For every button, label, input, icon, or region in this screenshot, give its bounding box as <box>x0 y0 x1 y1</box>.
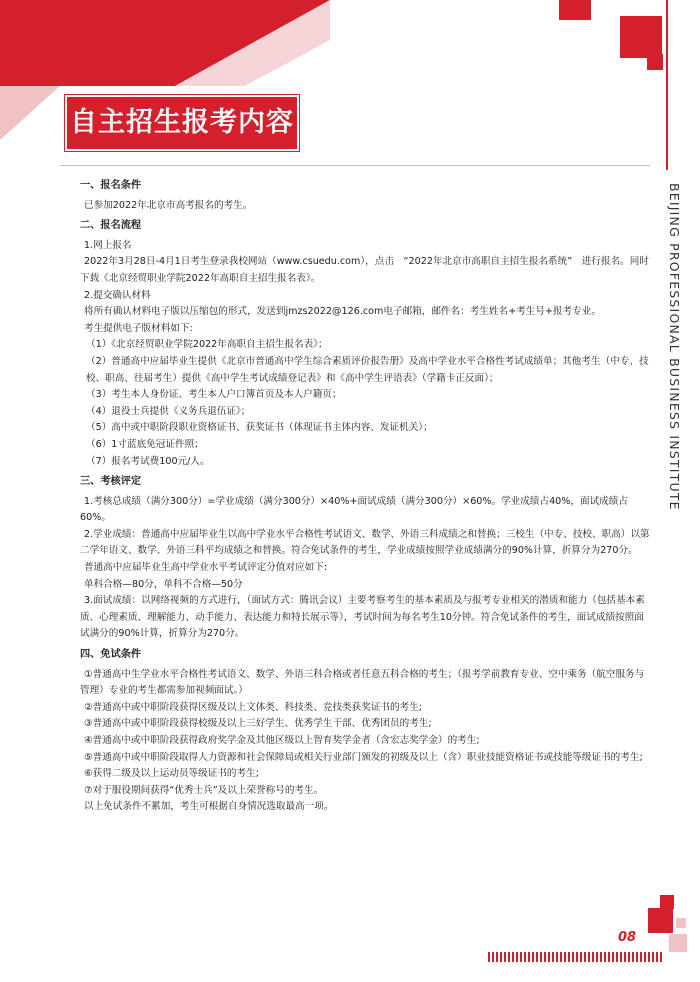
evaluation-score-mapping-title: 普通高中应届毕业生高中学业水平考试评定分值对应如下: <box>84 562 328 574</box>
section-heading-evaluation: 三、考核评定 <box>80 476 142 488</box>
section-heading-process: 二、报名流程 <box>80 220 142 232</box>
material-item: （6）1寸蓝底免冠证件照； <box>86 438 204 450</box>
material-list-title: 考生提供电子版材料如下: <box>84 322 193 334</box>
title-divider <box>60 165 650 166</box>
exemption-item: ①普通高中生学业水平合格性考试语文、数学、外语三科合格或者任意五科合格的考生；（报考学前教育专业、空中乘务（航空服务与管理）专业的考生都需参加视频面试。） <box>80 668 645 697</box>
evaluation-interview: 3.面试成绩：以网络视频的方式进行，（面试方式：腾讯会议）主要考察考生的基本素质及与报考专业相关的潜质和能力（包括基本素质、心理素质、理解能力、动手能力、表达能力和特长展示等），考试时间为每名考生10分钟。符合免试条件的考生，面试成绩按照面试满分的90%计算，折算分为270分。 <box>80 595 645 640</box>
exemption-item: ⑥获得二级及以上运动员等级证书的考生; <box>84 768 259 780</box>
page-number: 08 <box>618 930 637 945</box>
vertical-accent-line <box>666 0 668 170</box>
conditions-text: 已参加2022年北京市高考报名的考生。 <box>84 199 253 211</box>
material-item: （4）退役士兵提供《义务兵退伍证》； <box>86 405 251 417</box>
evaluation-academic: 2.学业成绩：普通高中应届毕业生以高中学业水平合格性考试语文、数学、外语三科成绩之和替换；三校生（中专、技校、职高）以第二学年语文、数学、外语三科平均成绩之和替换。符合免试条件的考生，学业成绩按照学业成绩满分的90%计算，折算分为270分。 <box>80 528 650 557</box>
evaluation-score-mapping: 单科合格—80分，单科不合格—50分 <box>84 578 243 590</box>
step2-text: 将所有确认材料电子版以压缩包的形式，发送到jmzs2022@126.com电子邮箱，邮件名：考生姓名+考生号+报考专业。 <box>84 306 601 318</box>
material-item: （7）报名考试费100元/人。 <box>86 455 210 467</box>
material-item: （3）考生本人身份证、考生本人户口簿首页及本人户籍页； <box>86 389 342 401</box>
side-institute-name: BEIJING PROFESSIONAL BUSINESS INSTITUTE <box>667 183 682 511</box>
material-item: （5）高中或中职阶段职业资格证书、获奖证书（体现证书主体内容、发证机关）； <box>86 422 433 434</box>
step1-title: 1.网上报名 <box>84 239 132 251</box>
evaluation-total: 1.考核总成绩（满分300分）=学业成绩（满分300分）×40%+面试成绩（满分300分）×60%。学业成绩占40%，面试成绩占60%。 <box>80 495 628 524</box>
material-item: （1）《北京经贸职业学院2022年高职自主招生报名表》； <box>86 339 328 351</box>
page-title: 自主招生报考内容 <box>65 95 299 151</box>
exemption-item: ⑦对于服役期间获得“优秀士兵”及以上荣誉称号的考生。 <box>84 784 324 796</box>
exemption-item: ⑤普通高中或中职阶段取得人力资源和社会保障局或相关行业部门颁发的初级及以上（含）职业技能资格证书或技能等级证书的考生; <box>84 751 643 763</box>
step2-title: 2.提交确认材料 <box>84 289 151 301</box>
section-heading-exemption: 四、免试条件 <box>80 649 142 661</box>
step1-text: 2022年3月28日-4月1日考生登录我校网站（www.csuedu.com），点击 “2022年北京市高职自主招生报名系统” 进行报名。同时下载《北京经贸职业学院2022年高职自主招生报名表》。 <box>80 256 649 284</box>
material-item: （2）普通高中应届毕业生提供《北京市普通高中学生综合素质评价报告册》及高中学业水平合格性考试成绩单；其他考生（中专、技校、职高、往届考生）提供《高中学生考试成绩登记表》和《高中学生评语表》（学籍卡正反面）； <box>86 355 649 384</box>
main-content <box>80 174 652 816</box>
exemption-item: ④普通高中或中职阶段获得政府奖学金及其他区级以上智育奖学金者（含宏志奖学金）的考生; <box>84 735 480 746</box>
exemption-item: ②普通高中或中职阶段获得区级及以上文体类、科技类、竞技类获奖证书的考生; <box>84 701 423 713</box>
exemption-item: ③普通高中或中职阶段获得校级及以上三好学生、优秀学生干部、优秀团员的考生; <box>84 718 432 730</box>
exemption-closing: 以上免试条件不累加，考生可根据自身情况选取最高一项。 <box>84 801 334 813</box>
section-heading-conditions: 一、报名条件 <box>80 180 142 191</box>
footer-stripes <box>488 952 663 962</box>
